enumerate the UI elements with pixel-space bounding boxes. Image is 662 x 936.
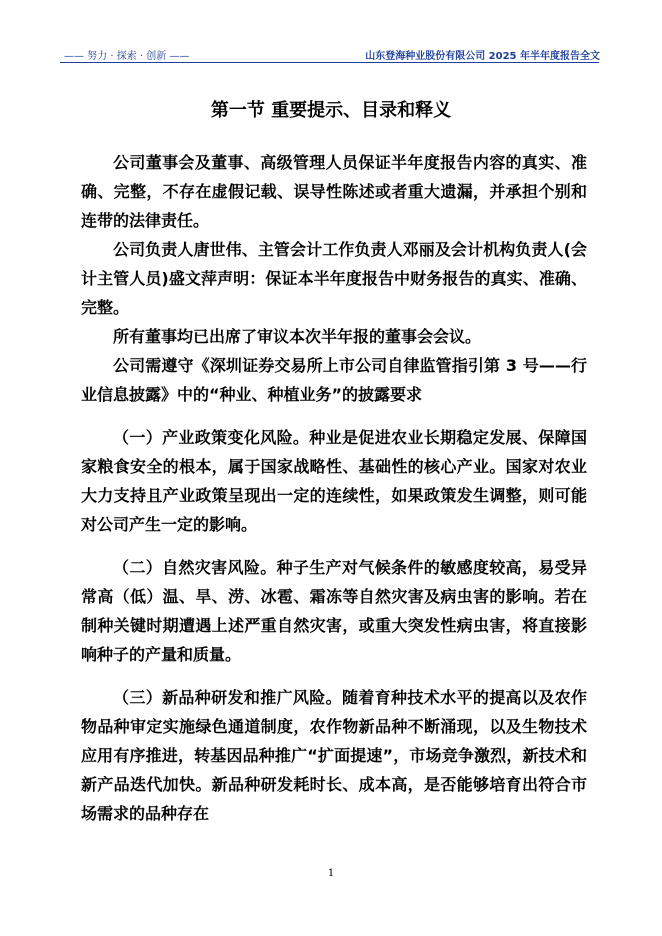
header-slogan: —— 努力 · 探索 · 创新 —— [64,51,190,62]
header-report-name: 山东登海种业股份有限公司 2025 年半年度报告全文 [365,51,600,62]
paragraph-risk-natural-disaster: （二）自然灾害风险。种子生产对气候条件的敏感度较高，易受异常高（低）温、旱、涝、冰雹、霜冻等自然灾害及病虫害的影响。若在制种关键时期遭遇上述严重自然灾害，或重大突发性病虫害，将直接影响种子的产量和质量。 [81,558,587,664]
paragraph-board-guarantee: 公司董事会及董事、高级管理人员保证半年度报告内容的真实、准确、完整，不存在虚假记载、误导性陈述或者重大遗漏，并承担个别和连带的法律责任。 [81,153,587,230]
paragraph-disclosure-requirement: 公司需遵守《深圳证券交易所上市公司自律监管指引第 3 号——行业信息披露》中的“种业、种植业务”的披露要求 [81,356,587,404]
paragraph-financial-statement: 公司负责人唐世伟、主管会计工作负责人邓丽及会计机构负责人(会计主管人员)盛文萍声明：保证本半年度报告中财务报告的真实、准确、完整。 [81,240,587,317]
paragraph-risk-new-variety: （三）新品种研发和推广风险。随着育种技术水平的提高以及农作物品种审定实施绿色通道制度，农作物新品种不断涌现，以及生物技术应用有序推进，转基因品种推广“扩面提速”，市场竞争激烈，新技术和新产品迭代加快。新品种研发耗时长、成本高，是否能够培育出符合市场需求的品种存在 [81,688,587,823]
paragraph-board-attendance: 所有董事均已出席了审议本次半年报的董事会会议。 [113,327,482,346]
paragraph-risk-policy: （一）产业政策变化风险。种业是促进农业长期稳定发展、保障国家粮食安全的根本，属于国家战略性、基础性的核心产业。国家对农业大力支持且产业政策呈现出一定的连续性，如果政策发生调整，则可能对公司产生一定的影响。 [81,428,587,534]
document-body [81,148,587,828]
section-title: 第一节 重要提示、目录和释义 [210,100,452,121]
header-divider [60,62,599,63]
page-number: 1 [327,868,335,879]
